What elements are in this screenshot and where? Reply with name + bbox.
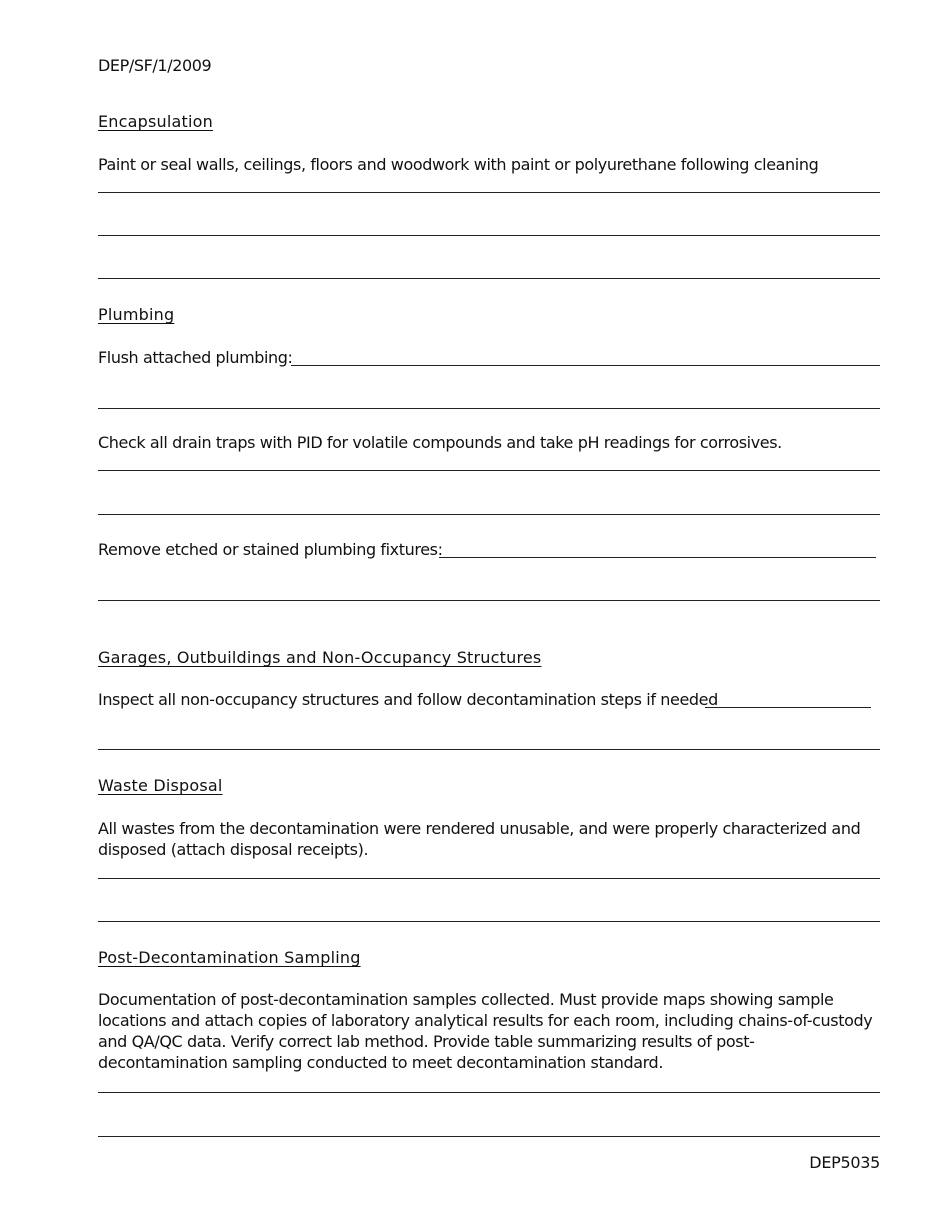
document-id: DEP/SF/1/2009 bbox=[98, 56, 212, 75]
encapsulation-instruction: Paint or seal walls, ceilings, floors and woodwork with paint or polyurethane following cleaning bbox=[98, 155, 819, 174]
post-sampling-answer-line-2[interactable] bbox=[98, 1136, 880, 1137]
waste-disposal-heading: Waste Disposal bbox=[98, 776, 223, 795]
fixtures-answer-line-2[interactable] bbox=[98, 600, 880, 601]
fixtures-label: Remove etched or stained plumbing fixtures: bbox=[98, 540, 443, 559]
garages-inline-answer-line[interactable] bbox=[705, 707, 871, 708]
plumbing-answer-line-1[interactable] bbox=[98, 408, 880, 409]
drain-traps-answer-line-2[interactable] bbox=[98, 514, 880, 515]
encapsulation-heading: Encapsulation bbox=[98, 112, 213, 131]
plumbing-heading: Plumbing bbox=[98, 305, 175, 324]
garages-answer-line[interactable] bbox=[98, 749, 880, 750]
form-number: DEP5035 bbox=[809, 1153, 880, 1172]
post-sampling-instruction: Documentation of post-decontamination samples collected. Must provide maps showing sample locations and attach copies of laboratory analytical results for each room, including chains-of-custody and QA/QC data. Verify correct lab method. Provide table summarizing results of post-decontamination sampling conducted to meet decontamination standard. bbox=[98, 990, 873, 1072]
encapsulation-answer-line-3[interactable] bbox=[98, 278, 880, 279]
drain-traps-answer-line-1[interactable] bbox=[98, 470, 880, 471]
flush-plumbing-label: Flush attached plumbing: bbox=[98, 348, 293, 367]
waste-disposal-instruction: All wastes from the decontamination were rendered unusable, and were properly characterized and disposed (attach disposal receipts). bbox=[98, 819, 861, 859]
post-sampling-answer-line-1[interactable] bbox=[98, 1092, 880, 1093]
post-sampling-heading: Post-Decontamination Sampling bbox=[98, 948, 361, 967]
drain-traps-instruction: Check all drain traps with PID for volatile compounds and take pH readings for corrosives. bbox=[98, 433, 782, 452]
garages-instruction: Inspect all non-occupancy structures and follow decontamination steps if needed bbox=[98, 690, 718, 709]
flush-plumbing-answer-line[interactable] bbox=[291, 365, 880, 366]
waste-answer-line-1[interactable] bbox=[98, 878, 880, 879]
encapsulation-answer-line-2[interactable] bbox=[98, 235, 880, 236]
waste-answer-line-2[interactable] bbox=[98, 921, 880, 922]
garages-heading: Garages, Outbuildings and Non-Occupancy Structures bbox=[98, 648, 542, 667]
encapsulation-answer-line-1[interactable] bbox=[98, 192, 880, 193]
fixtures-answer-line[interactable] bbox=[439, 557, 876, 558]
